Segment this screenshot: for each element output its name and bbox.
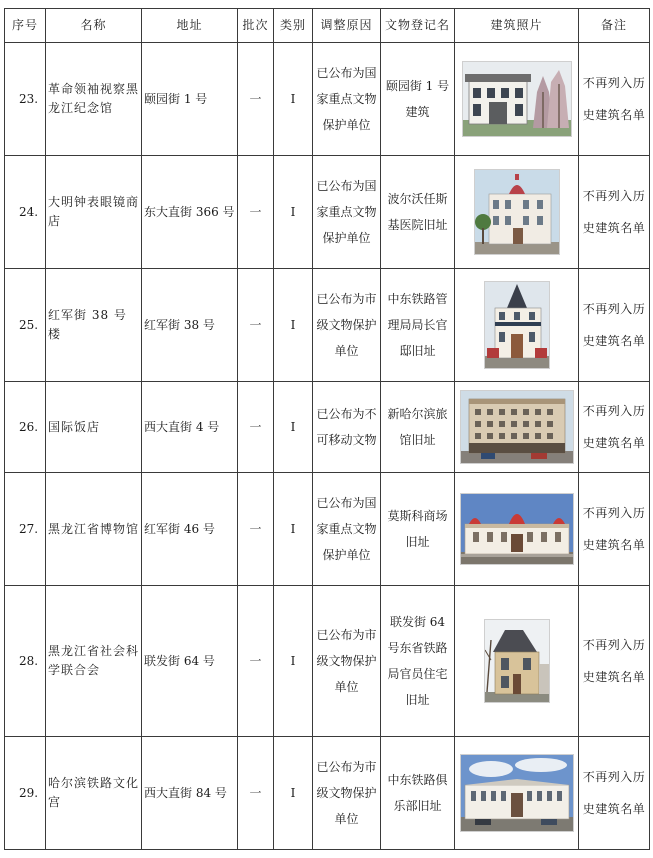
cell-registered-name: 波尔沃任斯基医院旧址 <box>381 156 455 269</box>
cell-name: 大明钟表眼镜商店 <box>46 156 142 269</box>
header-remarks: 备注 <box>579 9 650 43</box>
cell-reason: 已公布为市级文物保护单位 <box>313 586 381 737</box>
cell-photo <box>455 156 579 269</box>
cell-seq: 29. <box>5 737 46 850</box>
table-row <box>5 382 650 473</box>
cell-category: I <box>274 269 313 382</box>
cell-batch: 一 <box>238 269 274 382</box>
cell-remarks: 不再列入历史建筑名单 <box>579 43 650 156</box>
header-name: 名称 <box>46 9 142 43</box>
cell-category: I <box>274 586 313 737</box>
header-batch: 批次 <box>238 9 274 43</box>
cell-seq: 28. <box>5 586 46 737</box>
cell-registered-name: 联发街 64 号东省铁路局官员住宅旧址 <box>381 586 455 737</box>
cell-registered-name: 新哈尔滨旅馆旧址 <box>381 382 455 473</box>
cell-reason: 已公布为不可移动文物 <box>313 382 381 473</box>
building-photo <box>460 493 574 565</box>
cell-registered-name: 中东铁路俱乐部旧址 <box>381 737 455 850</box>
cell-address: 西大直街 4 号 <box>142 382 238 473</box>
cell-address: 红军街 46 号 <box>142 473 238 586</box>
cell-remarks: 不再列入历史建筑名单 <box>579 269 650 382</box>
historic-buildings-table <box>4 8 650 850</box>
building-photo <box>474 169 560 255</box>
cell-photo <box>455 586 579 737</box>
cell-name: 国际饭店 <box>46 382 142 473</box>
cell-address: 西大直街 84 号 <box>142 737 238 850</box>
cell-batch: 一 <box>238 473 274 586</box>
cell-category: I <box>274 43 313 156</box>
cell-reason: 已公布为国家重点文物保护单位 <box>313 43 381 156</box>
cell-remarks: 不再列入历史建筑名单 <box>579 586 650 737</box>
cell-photo <box>455 43 579 156</box>
cell-category: I <box>274 473 313 586</box>
cell-registered-name: 莫斯科商场旧址 <box>381 473 455 586</box>
cell-photo <box>455 269 579 382</box>
cell-photo <box>455 737 579 850</box>
table-row <box>5 586 650 737</box>
header-reason: 调整原因 <box>313 9 381 43</box>
header-address: 地址 <box>142 9 238 43</box>
cell-reason: 已公布为国家重点文物保护单位 <box>313 156 381 269</box>
header-photo: 建筑照片 <box>455 9 579 43</box>
cell-reason: 已公布为国家重点文物保护单位 <box>313 473 381 586</box>
cell-name: 哈尔滨铁路文化宫 <box>46 737 142 850</box>
cell-registered-name: 中东铁路管理局局长官邸旧址 <box>381 269 455 382</box>
cell-batch: 一 <box>238 156 274 269</box>
header-registered-name: 文物登记名 <box>381 9 455 43</box>
table-row <box>5 737 650 850</box>
building-photo <box>462 61 572 137</box>
cell-seq: 25. <box>5 269 46 382</box>
cell-category: I <box>274 382 313 473</box>
header-category: 类别 <box>274 9 313 43</box>
cell-batch: 一 <box>238 586 274 737</box>
cell-remarks: 不再列入历史建筑名单 <box>579 156 650 269</box>
cell-name: 革命领袖视察黑龙江纪念馆 <box>46 43 142 156</box>
cell-batch: 一 <box>238 382 274 473</box>
cell-seq: 27. <box>5 473 46 586</box>
cell-address: 联发街 64 号 <box>142 586 238 737</box>
cell-batch: 一 <box>238 737 274 850</box>
building-photo <box>484 619 550 703</box>
cell-remarks: 不再列入历史建筑名单 <box>579 473 650 586</box>
cell-seq: 26. <box>5 382 46 473</box>
cell-seq: 23. <box>5 43 46 156</box>
building-photo <box>484 281 550 369</box>
cell-address: 东大直街 366 号 <box>142 156 238 269</box>
table-row <box>5 473 650 586</box>
cell-category: I <box>274 737 313 850</box>
cell-remarks: 不再列入历史建筑名单 <box>579 737 650 850</box>
cell-category: I <box>274 156 313 269</box>
cell-photo <box>455 382 579 473</box>
cell-photo <box>455 473 579 586</box>
table-row <box>5 269 650 382</box>
cell-name: 黑龙江省博物馆 <box>46 473 142 586</box>
cell-reason: 已公布为市级文物保护单位 <box>313 269 381 382</box>
cell-address: 颐园街 1 号 <box>142 43 238 156</box>
building-photo <box>460 754 574 832</box>
header-seq: 序号 <box>5 9 46 43</box>
building-photo <box>460 390 574 464</box>
table-header-row <box>5 9 650 43</box>
table-row <box>5 43 650 156</box>
cell-address: 红军街 38 号 <box>142 269 238 382</box>
table-row <box>5 156 650 269</box>
cell-registered-name: 颐园街 1 号建筑 <box>381 43 455 156</box>
cell-seq: 24. <box>5 156 46 269</box>
cell-name: 黑龙江省社会科学联合会 <box>46 586 142 737</box>
cell-name: 红军街 38 号楼 <box>46 269 142 382</box>
cell-reason: 已公布为市级文物保护单位 <box>313 737 381 850</box>
cell-batch: 一 <box>238 43 274 156</box>
cell-remarks: 不再列入历史建筑名单 <box>579 382 650 473</box>
